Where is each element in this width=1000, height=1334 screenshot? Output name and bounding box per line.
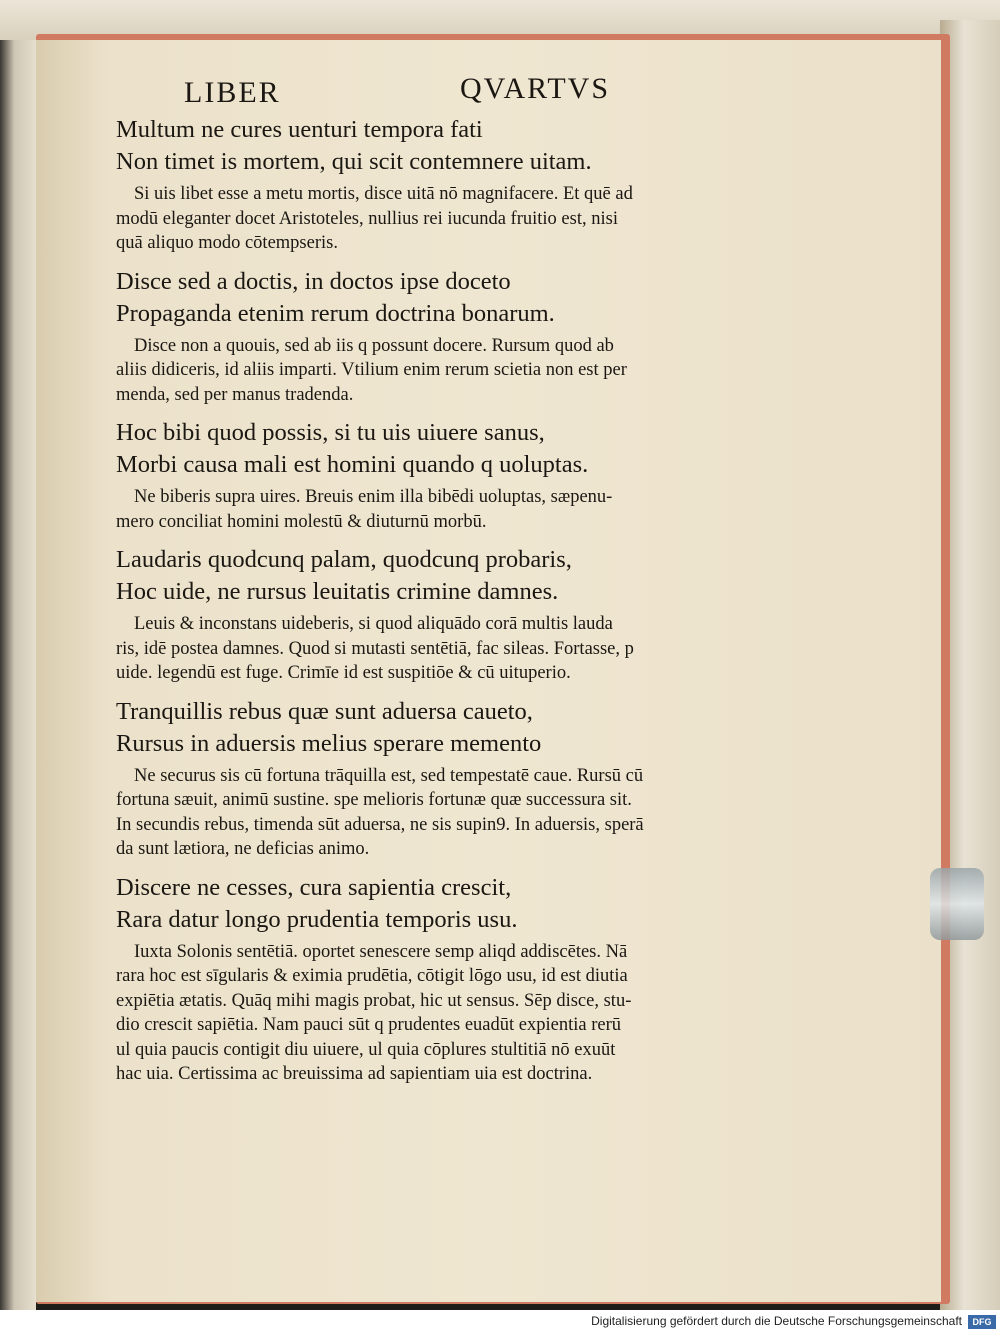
commentary-line: hac uia. Certissima ac breuissima ad sapientiam uia est doctrina. — [116, 1064, 593, 1084]
commentary — [116, 612, 790, 686]
section-4 — [100, 544, 790, 686]
page-text — [100, 70, 790, 1097]
commentary-line: da sunt lætiora, ne deficias animo. — [116, 839, 370, 859]
commentary-line: In secundis rebus, timenda sūt aduersa, ne sis supin9. In aduersis, sperā — [116, 814, 644, 835]
section-3 — [100, 417, 790, 534]
commentary-line: Ne securus sis cū fortuna trāquilla est, sed tempestatē caue. Rursū cū — [134, 765, 644, 786]
section-6 — [100, 872, 790, 1087]
verse-line: Hoc uide, ne rursus leuitatis crimine damnes. — [116, 578, 559, 605]
commentary-line: dio crescit sapiētia. Nam pauci sūt q prudentes euadūt expientia rerū — [116, 1015, 621, 1035]
verse-line: Hoc bibi quod possis, si tu uis uiuere sanus, — [116, 419, 545, 446]
page-clip — [930, 868, 984, 940]
commentary-line: rara hoc est sīgularis & eximia prudētia, cōtigit lōgo usu, id est diutia — [116, 966, 628, 986]
commentary — [116, 334, 790, 408]
section-2 — [100, 266, 790, 408]
section-1 — [100, 114, 790, 256]
commentary-line: Ne biberis supra uires. Breuis enim illa bibēdi uoluptas, sæpenu- — [134, 487, 613, 507]
verse-line: Multum ne cures uenturi tempora fati — [116, 116, 483, 143]
commentary-line: uide. legendū est fuge. Crimīe id est suspitiōe & cū uituperio. — [116, 663, 571, 683]
commentary-line: ul quia paucis contigit diu uiuere, ul quia cōplures stultitiā nō exuūt — [116, 1039, 616, 1060]
commentary-line: aliis didiceris, id aliis imparti. Vtilium enim rerum scietia non est per — [116, 360, 627, 380]
commentary — [116, 764, 790, 862]
commentary — [116, 182, 790, 256]
verse-line: Laudaris quodcunq palam, quodcunq probaris, — [116, 546, 572, 573]
commentary-line: Iuxta Solonis sentētiā. oportet senescere semp aliqd addiscētes. Nā — [134, 941, 628, 962]
verse-line: Propaganda etenim rerum doctrina bonarum. — [116, 299, 555, 327]
commentary-line: fortuna sæuit, animū sustine. spe melioris fortunæ quæ successura sit. — [116, 790, 632, 810]
running-header — [100, 70, 790, 114]
commentary-line: Disce non a quouis, sed ab iis q possunt docere. Rursum quod ab — [134, 335, 614, 356]
commentary-line: mero conciliat homini molestū & diuturnū morbū. — [116, 511, 487, 532]
commentary-line: Leuis & inconstans uideberis, si quod aliquādo corā multis lauda — [134, 614, 613, 634]
commentary — [116, 485, 790, 534]
commentary-line: expiētia ætatis. Quāq mihi magis probat, hic ut sensus. Sēp disce, stu- — [116, 990, 632, 1011]
verse-line: Non timet is mortem, qui scit contemnere uitam. — [116, 148, 592, 175]
commentary-line: quā aliquo modo cōtempseris. — [116, 233, 338, 253]
footer-bar — [0, 1310, 1000, 1334]
verse-line: Morbi causa mali est homini quando q uoluptas. — [116, 451, 589, 478]
commentary-line: menda, sed per manus tradenda. — [116, 384, 354, 405]
book-binding-left — [0, 0, 36, 1310]
verse-line: Rara datur longo prudentia temporis usu. — [116, 905, 518, 933]
section-5 — [100, 696, 790, 862]
header-left: LIBER — [184, 76, 281, 109]
verse-line: Tranquillis rebus quæ sunt aduersa caueto, — [116, 697, 533, 725]
verse-line: Discere ne cesses, cura sapientia crescit, — [116, 873, 512, 901]
commentary-line: ris, idē postea damnes. Quod si mutasti sentētiā, fac sileas. Fortasse, p — [116, 638, 634, 659]
commentary — [116, 940, 790, 1087]
dfg-logo: DFG — [968, 1315, 996, 1329]
verse-line: Disce sed a doctis, in doctos ipse doceto — [116, 267, 511, 295]
verse-line: Rursus in aduersis melius sperare memento — [116, 729, 542, 757]
commentary-line: modū eleganter docet Aristoteles, nullius rei iucunda fruitio est, nisi — [116, 208, 618, 229]
commentary-line: Si uis libet esse a metu mortis, disce uitā nō magnifacere. Et quē ad — [134, 184, 633, 204]
header-right: QVARTVS — [460, 72, 611, 105]
funding-credit: Digitalisierung gefördert durch die Deutsche Forschungsgemeinschaft — [591, 1314, 962, 1328]
